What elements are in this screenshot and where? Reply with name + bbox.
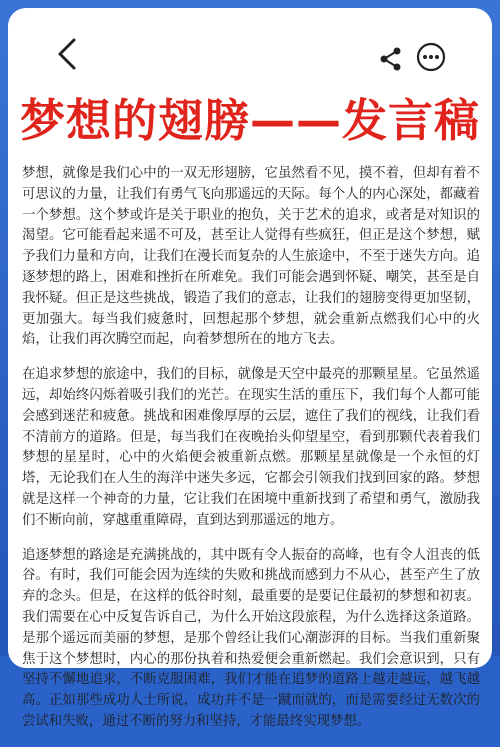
article-body: [22, 164, 480, 747]
article-card: [8, 8, 492, 729]
top-bar: [8, 8, 492, 88]
article-title: 梦想的翅膀——发言稿: [19, 94, 480, 147]
paragraph: 在追求梦想的旅途中，我们的目标，就像是天空中最亮的那颗星星。它虽然遥远，却始终闪烁着吸引我们的光芒。在现实生活的重压下，我们每个人都可能会感到迷茫和疲惫。挑战和困难像厚厚的云层，遮住了我们的视线，让我们看不清前方的道路。但是，每当我们在夜晚抬头仰望星空，看到那颗代表着我们梦想的星星时，心中的火焰便会被重新点燃。那颗星星就像是一个永恒的灯塔，无论我们在人生的海洋中迷失多远，它都会引领我们找到回家的路。梦想就是这样一个神奇的力量，它让我们在困境中重新找到了希望和勇气，激励我们不断向前，穿越重重障碍，直到达到那遥远的地方。: [22, 367, 480, 528]
paragraph: 梦想，就像是我们心中的一双无形翅膀，它虽然看不见，摸不着，但却有着不可思议的力量，让我们有勇气飞向那遥远的天际。每个人的内心深处，都藏着一个梦想。这个梦或许是关于职业的抱负，关于艺术的追求，或者是对知识的渴望。它可能看起来遥不可及，甚至让人觉得有些疯狂，但正是这个梦想，赋予我们力量和方向，让我们在漫长而复杂的人生旅途中，不至于迷失方向。追逐梦想的路上，困难和挫折在所难免。我们可能会遇到怀疑、嘲笑，甚至是自我怀疑。但正是这些挑战，锻造了我们的意志，让我们的翅膀变得更加坚韧，更加强大。每当我们疲惫时，回想起那个梦想，就会重新点燃我们心中的火焰，让我们再次腾空而起，向着梦想所在的地方飞去。: [22, 166, 480, 348]
chevron-left-icon[interactable]: [48, 34, 88, 74]
share-icon[interactable]: [378, 46, 404, 72]
more-icon[interactable]: [416, 42, 446, 72]
paragraph: 追逐梦想的路途是充满挑战的，其中既有令人振奋的高峰，也有令人沮丧的低谷。有时，我们可能会因为连续的失败和挑战而感到力不从心，甚至产生了放弃的念头。但是，在这样的低谷时刻，最重要的是要记住最初的梦想和初衷。我们需要在心中反复告诉自己，为什么开始这段旅程，为什么选择这条道路。是那个遥远而美丽的梦想，是那个曾经让我们心潮澎湃的目标。当我们重新聚焦于这个梦想时，内心的那份执着和热爱便会重新燃起。我们会意识到，只有坚持不懈地追求，不断克服困难，我们才能在追梦的道路上越走越远，越飞越高。正如那些成功人士所说，成功并不是一蹴而就的，而是需要经过无数次的尝试和失败，通过不断的努力和坚持，才能最终实现梦想。: [22, 547, 480, 729]
